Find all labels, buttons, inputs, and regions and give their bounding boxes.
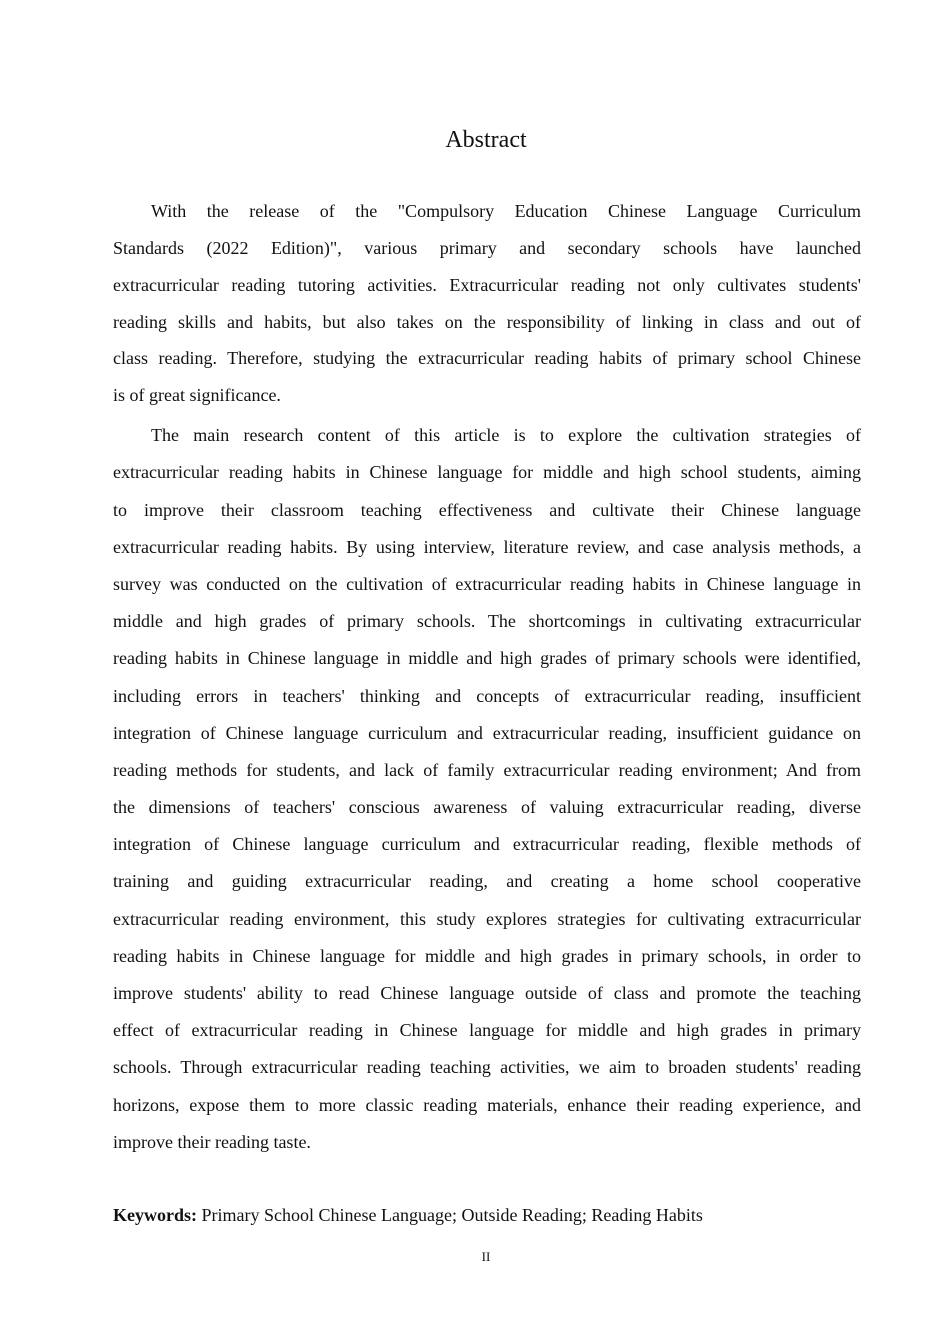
text-line: to improve their classroom teaching effectiveness and cultivate their Chinese language bbox=[113, 500, 861, 520]
text-line: integration of Chinese language curriculum and extracurricular reading, flexible methods of bbox=[113, 834, 861, 854]
text-line: extracurricular reading habits. By using interview, literature review, and case analysis methods, a bbox=[113, 537, 861, 557]
text-line: reading methods for students, and lack of family extracurricular reading environment; And from bbox=[113, 760, 861, 780]
keywords-label: Keywords: bbox=[113, 1205, 197, 1225]
keywords-value: Primary School Chinese Language; Outside Reading; Reading Habits bbox=[201, 1205, 703, 1225]
text-line: improve their reading taste. bbox=[113, 1132, 311, 1152]
text-line: middle and high grades of primary schools. The shortcomings in cultivating extracurricular bbox=[113, 611, 861, 631]
text-line: schools. Through extracurricular reading teaching activities, we aim to broaden students' reading bbox=[113, 1057, 861, 1077]
text-line: effect of extracurricular reading in Chinese language for middle and high grades in primary bbox=[113, 1020, 861, 1040]
page-number: II bbox=[481, 1249, 491, 1264]
text-line: integration of Chinese language curriculum and extracurricular reading, insufficient guidance on bbox=[113, 723, 861, 743]
text-line: The main research content of this article is to explore the cultivation strategies of bbox=[151, 425, 861, 445]
text-line: reading habits in Chinese language in middle and high grades of primary schools were identified, bbox=[113, 648, 861, 668]
text-line: reading skills and habits, but also takes on the responsibility of linking in class and out of bbox=[113, 312, 861, 332]
text-line: With the release of the "Compulsory Education Chinese Language Curriculum bbox=[151, 201, 861, 221]
text-line: survey was conducted on the cultivation of extracurricular reading habits in Chinese language in bbox=[113, 574, 861, 594]
keywords bbox=[113, 1202, 703, 1228]
text-line: improve students' ability to read Chinese language outside of class and promote the teaching bbox=[113, 983, 861, 1003]
text-line: the dimensions of teachers' conscious awareness of valuing extracurricular reading, diverse bbox=[113, 797, 861, 817]
text-line: training and guiding extracurricular reading, and creating a home school cooperative bbox=[113, 871, 861, 891]
page-title: Abstract bbox=[445, 127, 527, 153]
text-line: class reading. Therefore, studying the extracurricular reading habits of primary school Chinese bbox=[113, 348, 861, 368]
text-line: horizons, expose them to more classic reading materials, enhance their reading experience, and bbox=[113, 1095, 861, 1115]
text-line: extracurricular reading habits in Chinese language for middle and high school students, aiming bbox=[113, 462, 861, 482]
text-line: including errors in teachers' thinking and concepts of extracurricular reading, insufficient bbox=[113, 686, 861, 706]
text-line: extracurricular reading tutoring activities. Extracurricular reading not only cultivates students' bbox=[113, 275, 861, 295]
text-line: is of great significance. bbox=[113, 385, 281, 405]
text-line: Standards (2022 Edition)", various primary and secondary schools have launched bbox=[113, 238, 861, 258]
text-line: reading habits in Chinese language for middle and high grades in primary schools, in order to bbox=[113, 946, 861, 966]
text-line: extracurricular reading environment, this study explores strategies for cultivating extracurricular bbox=[113, 909, 861, 929]
